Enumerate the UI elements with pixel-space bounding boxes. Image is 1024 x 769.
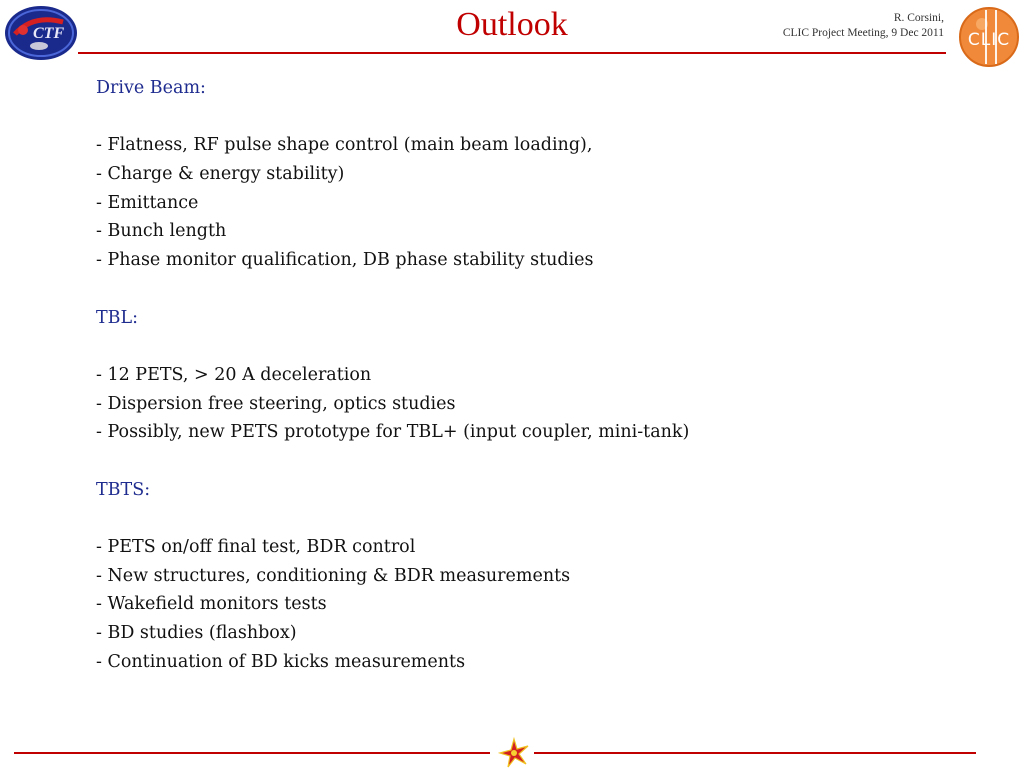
- bullet-item: - Bunch length: [96, 221, 227, 242]
- bullet-item: - Phase monitor qualification, DB phase stability studies: [96, 250, 594, 271]
- bullet-item: - Charge & energy stability): [96, 164, 345, 185]
- slide-title: Outlook: [456, 6, 568, 43]
- section-heading: TBL:: [96, 307, 139, 328]
- bullet-item: - PETS on/off final test, BDR control: [96, 537, 416, 557]
- spacer: [96, 504, 984, 533]
- footer-divider-left: [14, 752, 490, 754]
- meeting-info: CLIC Project Meeting, 9 Dec 2011: [782, 27, 944, 39]
- bullet-item: - Possibly, new PETS prototype for TBL+ (input coupler, mini-tank): [96, 422, 690, 443]
- spacer: [96, 332, 984, 361]
- slide-body: [96, 74, 984, 676]
- author-name: R. Corsini,: [893, 12, 944, 24]
- clic-logo: [958, 6, 1020, 68]
- bullet-item: - New structures, conditioning & BDR measurements: [96, 565, 571, 586]
- bullet-item: - Dispersion free steering, optics studies: [96, 393, 456, 414]
- section-heading: TBTS:: [96, 479, 151, 500]
- svg-text:CTF: CTF: [33, 25, 65, 42]
- spacer: [96, 103, 984, 132]
- spacer: [96, 275, 984, 304]
- header-divider: [78, 52, 946, 54]
- bullet-item: - 12 PETS, > 20 A deceleration: [96, 364, 372, 385]
- footer-divider-right: [534, 752, 976, 754]
- svg-text:CLIC: CLIC: [967, 30, 1011, 50]
- bullet-item: - BD studies (flashbox): [96, 623, 297, 644]
- bullet-item: - Wakefield monitors tests: [96, 594, 327, 615]
- star-icon: [498, 737, 530, 769]
- bullet-item: - Emittance: [96, 192, 199, 213]
- author-info: [783, 11, 944, 41]
- spacer: [96, 447, 984, 476]
- section-heading: Drive Beam:: [96, 78, 206, 98]
- bullet-item: - Continuation of BD kicks measurements: [96, 651, 466, 672]
- bullet-item: - Flatness, RF pulse shape control (main beam loading),: [96, 135, 593, 156]
